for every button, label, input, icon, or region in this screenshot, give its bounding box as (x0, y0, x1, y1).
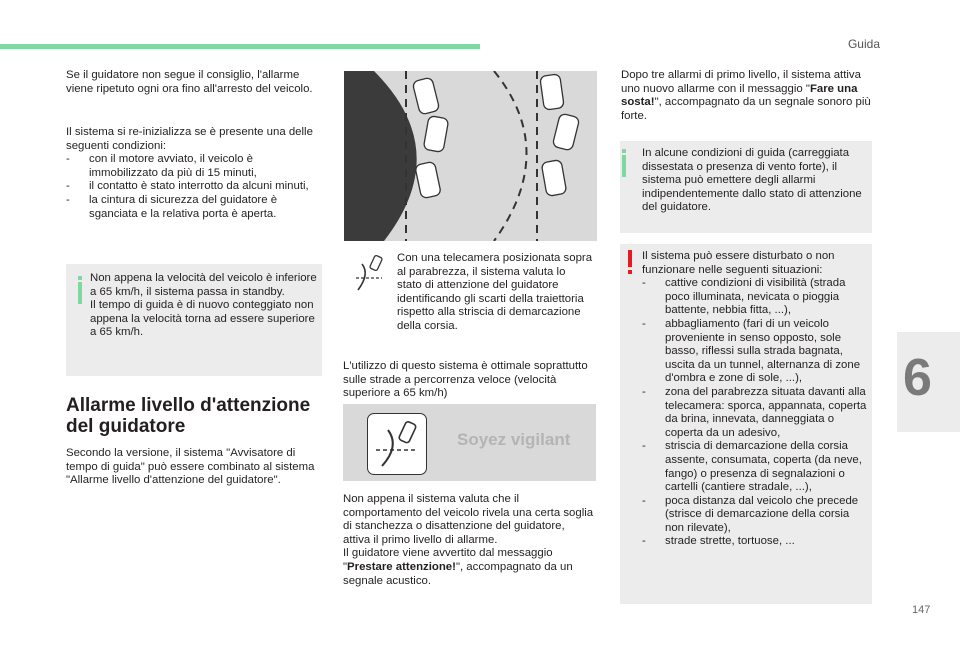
reinit-intro: Il sistema si re-inizializza se è presente una delle seguenti condizioni: (66, 126, 313, 152)
info-box-conditions (620, 141, 872, 233)
alert-paragraph-2: Il guidatore viene avvertito dal messaggio "Prestare attenzione!", accompagnato da un segnale acustico. (343, 547, 573, 587)
warning-box-disturbances (620, 244, 872, 604)
paragraph-repeat-alarm: Se il guidatore non segue il consiglio, l'allarme viene ripetuto ogni ora fino all'arresto del veicolo. (66, 69, 313, 95)
paragraph-second-level: Dopo tre allarmi di primo livello, il sistema attiva uno nuovo allarme con il messaggio "Fare una sosta!", accompagnato da un segnale sonoro più forte. (621, 69, 871, 122)
list-item: - striscia di demarcazione della corsia assente, consumata, coperta (da neve, fango) o presenza di segnalazioni o cartelli (cantiere stradale, ...), (642, 440, 862, 494)
page-number: 147 (912, 604, 931, 616)
alert-paragraph-1: Non appena il sistema valuta che il comportamento del veicolo rivela una certa soglia di stanchezza o disattenzione del guidatore, attiva il primo livello di allarme. (343, 493, 594, 546)
list-item: - cattive condizioni di visibilità (strada poco illuminata, nevicata o pioggia battente, nebbia fitta, ...), (642, 277, 846, 317)
chapter-number: 6 (903, 349, 932, 407)
warning-icon (628, 250, 632, 267)
list-item: - strade strette, tortuose, ... (642, 535, 795, 548)
list-item: - con il motore avviato, il veicolo è immobilizzato da più di 15 minuti, (66, 153, 257, 179)
reinit-conditions (66, 126, 324, 221)
paragraph-versions: Secondo la versione, il sistema "Avvisatore di tempo di guida" può essere combinato al sistema "Allarme livello d'attenzione del guidatore". (66, 447, 315, 487)
lane-attention-icon (352, 254, 386, 294)
attention-display-illustration (343, 404, 596, 481)
header-accent-bar (0, 44, 480, 49)
info-icon (78, 276, 82, 280)
list-item: - zona del parabrezza situata davanti alla telecamera: sporca, appannata, coperta da brina, innevata, danneggiata o coperta da un adesivo, (642, 385, 867, 439)
section-heading: Allarme livello d'attenzione del guidatore (66, 395, 311, 437)
list-item: - il contatto è stato interrotto da alcuni minuti, (66, 180, 309, 193)
warning-intro: Il sistema può essere disturbato o non funzionare nelle seguenti situazioni: (642, 250, 835, 276)
lane-drift-illustration (344, 71, 597, 241)
camera-description: Con una telecamera posizionata sopra al parabrezza, il sistema valuta lo stato di attenzione del guidatore identificando gli scarti della traiettoria rispetto alla striscia di demarcazione della corsia. (397, 252, 593, 332)
info-conditions-text: In alcune condizioni di guida (carreggiata dissestata o presenza di vento forte), il sistema può emettere degli allarmi indipendentemente dallo stato di attenzione del guidatore. (642, 147, 862, 214)
info-resume-text: Il tempo di guida è di nuovo conteggiato non appena la velocità torna ad essere superiore a 65 km/h. (90, 299, 315, 339)
display-message: Soyez vigilant (457, 430, 571, 449)
info-icon (622, 149, 626, 153)
list-item: - la cintura di sicurezza del guidatore è sganciata e la relativa porta è aperta. (66, 193, 278, 220)
info-box-standby (66, 264, 322, 376)
first-level-alert-text (343, 493, 595, 588)
attention-warning-icon (367, 413, 427, 475)
message-prestare: Prestare attenzione! (347, 560, 456, 573)
list-item: - poca distanza dal veicolo che precede (strisce di demarcazione della corsia non rilevate), (642, 494, 859, 534)
list-item: - abbagliamento (fari di un veicolo proveniente in senso opposto, sole basso, riflessi sulla strada bagnata, uscita da un tunnel, alternanza di zone d'ombra e zone di sole, ...), (642, 317, 861, 385)
paragraph-optimal-use: L'utilizzo di questo sistema è ottimale soprattutto sulle strade a percorrenza veloce (velocità superiore a 65 km/h) (343, 360, 588, 400)
info-standby-text: Non appena la velocità del veicolo è inferiore a 65 km/h, il sistema passa in standby. (90, 272, 317, 298)
section-title: Guida (847, 37, 880, 51)
message-sosta: Fare una sosta! (621, 82, 858, 109)
